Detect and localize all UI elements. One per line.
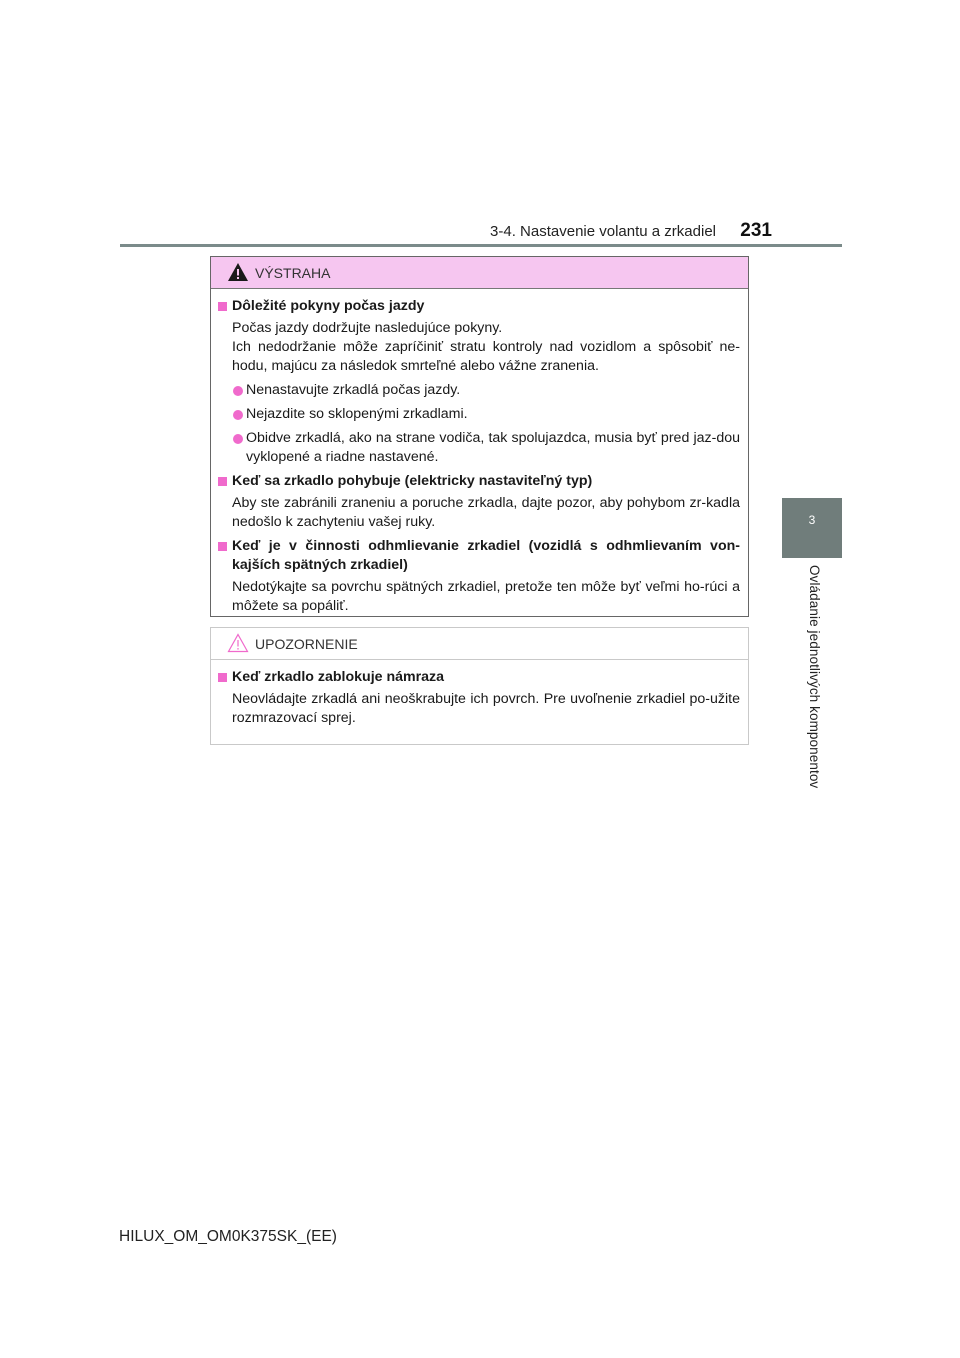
page-header: [120, 216, 840, 246]
round-bullet-icon: [233, 410, 243, 420]
bullet-text: Obidve zrkadlá, ako na strane vodiča, tak spolujazdca, musia byť pred jaz-dou vyklopené a riadne nastavené.: [246, 430, 740, 465]
chapter-title: Ovládanie jednotlivých komponentov: [807, 565, 822, 789]
warning-item: [218, 472, 740, 532]
section-title: 3-4. Nastavenie volantu a zrkadiel: [490, 223, 716, 240]
item-paragraph: Aby ste zabránili zraneniu a poruche zrkadla, dajte pozor, aby pohybom zr-kadla nedošlo k zachyteniu vašej ruky.: [232, 495, 740, 530]
warning-item: [218, 537, 740, 616]
caution-triangle-icon: [227, 633, 249, 653]
item-heading: Keď zrkadlo zablokuje námraza: [232, 669, 445, 685]
warning-title: VÝSTRAHA: [255, 265, 331, 281]
item-heading: Keď je v činnosti odhmlievanie zrkadiel (vozidlá s odhmlievaním von-kajších spätných zrkadiel): [232, 538, 740, 573]
warning-box: [210, 256, 749, 617]
item-heading: Dôležité pokyny počas jazdy: [232, 298, 425, 314]
round-bullet-icon: [233, 386, 243, 396]
caution-box: [210, 627, 749, 745]
square-bullet-icon: [218, 542, 227, 551]
warning-body: [211, 289, 748, 616]
square-bullet-icon: [218, 673, 227, 682]
caution-title: UPOZORNENIE: [255, 636, 358, 652]
header-rule: [120, 244, 842, 247]
chapter-tab: [782, 498, 842, 558]
caution-item: [218, 668, 740, 728]
list-item: [232, 429, 740, 467]
warning-item: [218, 297, 740, 467]
bullet-text: Nenastavujte zrkadlá počas jazdy.: [246, 382, 461, 398]
bullet-text: Nejazdite so sklopenými zrkadlami.: [246, 406, 468, 422]
warning-title-bar: [211, 257, 748, 289]
item-paragraph: Nedotýkajte sa povrchu spätných zrkadiel, pretože ten môže byť veľmi ho-rúci a môžete sa popáliť.: [232, 579, 740, 614]
chapter-number: 3: [808, 513, 816, 527]
square-bullet-icon: [218, 302, 227, 311]
list-item: [232, 405, 740, 424]
caution-title-bar: [211, 628, 748, 660]
item-heading: Keď sa zrkadlo pohybuje (elektricky nastaviteľný typ): [232, 473, 593, 489]
round-bullet-icon: [233, 434, 243, 444]
document-code: HILUX_OM_OM0K375SK_(EE): [119, 1228, 337, 1245]
caution-body: [211, 660, 748, 728]
item-paragraph: Neovládajte zrkadlá ani neoškrabujte ich povrch. Pre uvoľnenie zrkadiel po-užite rozmrazovací sprej.: [232, 691, 740, 726]
list-item: [232, 381, 740, 400]
page-number: 231: [740, 220, 772, 241]
item-paragraph: Počas jazdy dodržujte nasledujúce pokyny.: [232, 320, 503, 336]
square-bullet-icon: [218, 477, 227, 486]
warning-triangle-icon: [227, 262, 249, 282]
item-paragraph: Ich nedodržanie môže zapríčiniť stratu kontroly nad vozidlom a spôsobiť ne-hodu, majúcu za následok smrteľné alebo vážne zranenia.: [232, 339, 740, 374]
